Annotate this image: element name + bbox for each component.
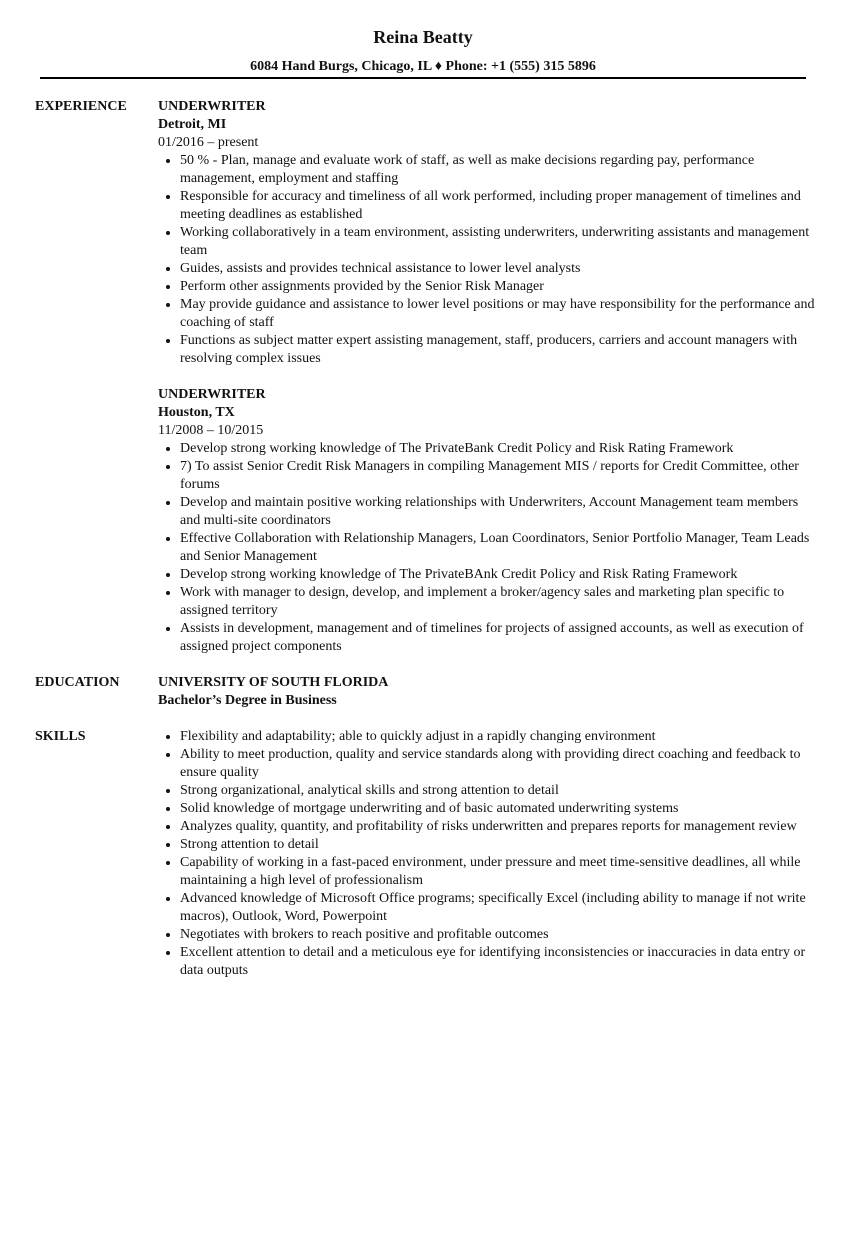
contact-line: 6084 Hand Burgs, Chicago, IL ♦ Phone: +1 (555) 315 5896 (250, 59, 596, 74)
skill-item: Analyzes quality, quantity, and profitability of risks underwritten and prepares reports for management review (180, 818, 818, 836)
resume-header (40, 26, 806, 76)
school-name: UNIVERSITY OF SOUTH FLORIDA (158, 675, 389, 690)
job-bullet: Functions as subject matter expert assisting management, staff, producers, carriers and account managers with resolving complex issues (180, 332, 818, 368)
job-bullet: Effective Collaboration with Relationship Managers, Loan Coordinators, Senior Portfolio Manager, Team Leads and Senior Management (180, 530, 818, 566)
experience-heading: EXPERIENCE (35, 99, 127, 114)
degree-name: Bachelor’s Degree in Business (158, 693, 337, 708)
job-bullet: Working collaboratively in a team environment, assisting underwriters, underwriting assistants and management team (180, 224, 818, 260)
job-title: UNDERWRITER (158, 387, 266, 402)
skill-item: Capability of working in a fast-paced environment, under pressure and meet time-sensitive deadlines, all while maintaining a high level of professionalism (180, 854, 818, 890)
skill-item: Negotiates with brokers to reach positive and profitable outcomes (180, 926, 818, 944)
job-bullet: Work with manager to design, develop, and implement a broker/agency sales and marketing plan specific to assigned territory (180, 584, 818, 620)
skills-content (158, 728, 818, 980)
job-bullet: Assists in development, management and of timelines for projects of assigned accounts, as well as execution of assigned project components (180, 620, 818, 656)
skill-item: Advanced knowledge of Microsoft Office programs; specifically Excel (including ability to manage if not write macros), Outlook, Word, Powerpoint (180, 890, 818, 926)
skills-list (158, 728, 818, 980)
job-entry (158, 98, 818, 368)
job-bullet: May provide guidance and assistance to lower level positions or may have responsibility for the performance and coaching of staff (180, 296, 818, 332)
skill-item: Ability to meet production, quality and service standards along with providing direct coaching and feedback to ensure quality (180, 746, 818, 782)
job-bullet: 7) To assist Senior Credit Risk Managers in compiling Management MIS / reports for Credit Committee, other forums (180, 458, 818, 494)
job-entry (158, 386, 818, 656)
job-location: Detroit, MI (158, 117, 227, 132)
job-bullet: Guides, assists and provides technical assistance to lower level analysts (180, 260, 818, 278)
skill-item: Strong organizational, analytical skills and strong attention to detail (180, 782, 818, 800)
job-title: UNDERWRITER (158, 99, 266, 114)
skills-heading: SKILLS (35, 729, 86, 744)
job-bullet: Develop and maintain positive working relationships with Underwriters, Account Management team members and multi-site coordinators (180, 494, 818, 530)
experience-content (158, 98, 818, 656)
job-bullet: Responsible for accuracy and timeliness of all work performed, including proper management of timelines and meeting deadlines as established (180, 188, 818, 224)
job-location: Houston, TX (158, 405, 235, 420)
job-dates: 11/2008 – 10/2015 (158, 423, 264, 438)
education-heading: EDUCATION (35, 675, 120, 690)
skill-item: Flexibility and adaptability; able to quickly adjust in a rapidly changing environment (180, 728, 818, 746)
job-bullets (158, 152, 818, 368)
job-bullets (158, 440, 818, 656)
skill-item: Excellent attention to detail and a meticulous eye for identifying inconsistencies or inaccuracies in data entry or data outputs (180, 944, 818, 980)
experience-section (0, 98, 860, 656)
skill-item: Strong attention to detail (180, 836, 818, 854)
header-divider (40, 77, 806, 79)
skills-section (0, 728, 860, 980)
job-bullet: 50 % - Plan, manage and evaluate work of staff, as well as make decisions regarding pay, performance management, employment and staffing (180, 152, 818, 188)
resume-body (0, 98, 860, 998)
education-content (158, 674, 818, 710)
education-section (0, 674, 860, 710)
job-bullet: Develop strong working knowledge of The PrivateBank Credit Policy and Risk Rating Framework (180, 440, 818, 458)
job-dates: 01/2016 – present (158, 135, 259, 150)
job-bullet: Perform other assignments provided by the Senior Risk Manager (180, 278, 818, 296)
candidate-name: Reina Beatty (373, 27, 473, 47)
job-bullet: Develop strong working knowledge of The PrivateBAnk Credit Policy and Risk Rating Framework (180, 566, 818, 584)
skill-item: Solid knowledge of mortgage underwriting and of basic automated underwriting systems (180, 800, 818, 818)
